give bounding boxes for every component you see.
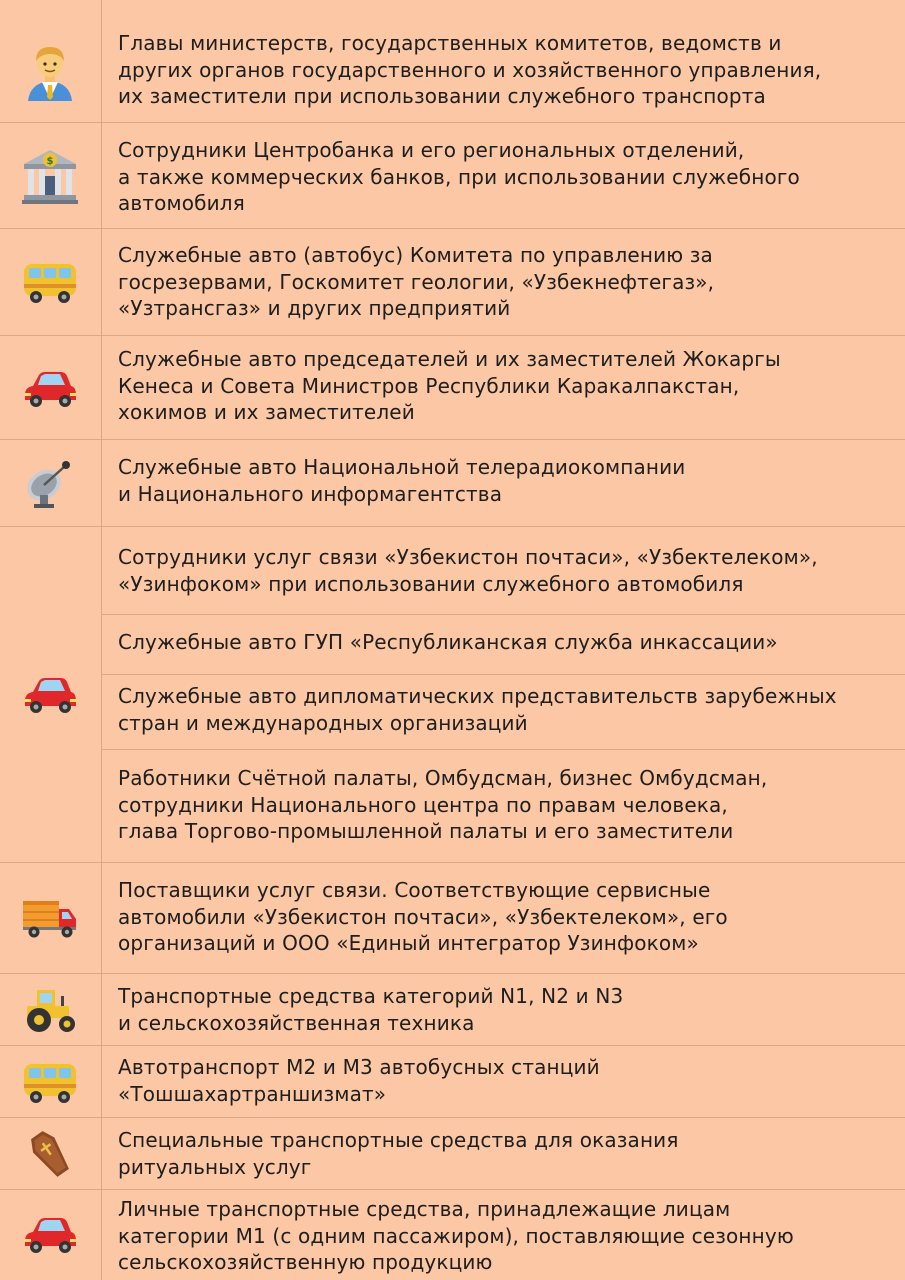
minibus-icon [10,1047,90,1117]
table-row [0,336,905,440]
minibus-icon [10,247,90,317]
row-text: Служебные авто (автобус) Комитета по управлению за госрезервами, Госкомитет геологии, «Узбекнефтегаз», «Узтрансгаз» и других предприятий [118,243,715,320]
coffin-icon [10,1119,90,1189]
list-item [102,675,905,750]
table-row [0,974,905,1046]
row-text: Сотрудники услуг связи «Узбекистон почтаси», «Узбектелеком», «Узинфоком» при использовании служебного автомобиля [118,545,818,596]
row-text: Сотрудники Центробанка и его региональных отделений, а также коммерческих банков, при использовании служебного автомобиля [118,138,800,215]
satellite-dish-icon [10,448,90,518]
red-car-icon [10,354,90,424]
row-text: Служебные авто ГУП «Республиканская служба инкассации» [118,630,778,654]
red-car-icon [10,1200,90,1270]
table-row [0,123,905,229]
bank-icon [10,141,90,211]
list-item [102,527,905,615]
row-text: Транспортные средства категорий N1, N2 и N3 и сельскохозяйственная техника [118,984,624,1035]
list-item [102,615,905,675]
row-text: Служебные авто Национальной телерадиокомпании и Национального информагентства [118,455,686,506]
row-text: Личные транспортные средства, принадлежащие лицам категории М1 (с одним пассажиром), поставляющие сезонную сельскохозяйственную продукцию [118,1197,794,1274]
table-row [0,229,905,336]
tractor-icon [10,975,90,1045]
table-row [0,440,905,527]
man-in-suit-icon [10,36,90,106]
svg-text:$: $ [46,156,54,167]
table-row [0,1190,905,1280]
row-text: Работники Счётной палаты, Омбудсман, бизнес Омбудсман, сотрудники Национального центра по правам человека, глава Торгово-промышленной палаты и его заместители [118,766,768,843]
table-row [0,1046,905,1118]
red-car-icon [10,660,90,730]
row-text: Главы министерств, государственных комитетов, ведомств и других органов государственного и хозяйственного управления, их заместители при использовании служебного транспорта [118,31,822,108]
table-row [0,0,905,123]
row-text: Служебные авто председателей и их заместителей Жокаргы Кенеса и Совета Министров Республики Каракалпакстан, хокимов и их заместителей [118,347,781,424]
list-item [102,750,905,863]
row-text: Служебные авто дипломатических представительств зарубежных стран и международных организаций [118,684,837,735]
table-row [0,863,905,974]
row-text: Специальные транспортные средства для оказания ритуальных услуг [118,1128,679,1179]
table-row [0,1118,905,1190]
delivery-truck-icon [10,883,90,953]
row-text: Поставщики услуг связи. Соответствующие сервисные автомобили «Узбекистон почтаси», «Узбектелеком», его организаций и ООО «Единый интегратор Узинфоком» [118,878,728,955]
row-text: Автотранспорт М2 и М3 автобусных станций «Тошшахартраншизмат» [118,1055,600,1106]
